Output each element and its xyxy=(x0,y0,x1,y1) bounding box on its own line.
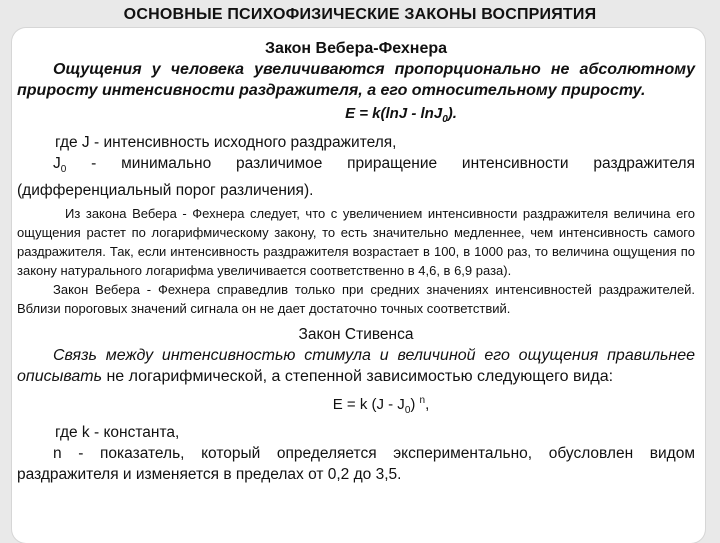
definition-n: n - показатель, который определяется экспериментально, обусловлен видом раздражителя и изменяется в пределах от 0,2 до 3,5. xyxy=(17,445,695,484)
weber-fechner-heading: Закон Вебера-Фехнера xyxy=(264,40,448,57)
slide-content xyxy=(17,38,695,485)
weber-fechner-consequence: Из закона Вебера - Фехнера следует, что с увеличением интенсивности раздражителя величина его ощущения растет по логарифмическому закону, то есть значительно медленнее, чем интенсивность самого раздражителя. Так, если интенсивность раздражителя возрастает в 100, в 1000 раз, то величина ощущения по закону натурального логарифма увеличивается соответственно в 4,6, в 6,9 раза). xyxy=(17,206,695,279)
definition-j0: $J_0$ - минимально различимое приращение интенсивности раздражителя (дифференциальный порог различения). xyxy=(17,155,695,200)
weber-fechner-statement: Ощущения у человека увеличиваются пропорционально не абсолютному приросту интенсивности раздражителя, а его относительному приросту. xyxy=(17,61,695,99)
weber-fechner-validity: Закон Вебера - Фехнера справедлив только при средних значениях интенсивностей раздражителей. Вблизи пороговых значений сигнала он не дает достаточно точных соответствий. xyxy=(17,282,695,317)
slide-title: ОСНОВНЫЕ ПСИХОФИЗИЧЕСКИЕ ЗАКОНЫ ВОСПРИЯТИЯ xyxy=(123,6,597,23)
stevens-statement: Связь между интенсивностью стимула и величиной его ощущения правильнее описывать не логарифмической, а степенной зависимостью следующего вида: xyxy=(17,347,695,386)
stevens-formula: E = k $(J - J_0)$ $^n$, xyxy=(332,395,430,417)
stevens-heading: Закон Стивенса xyxy=(298,326,414,344)
definition-k: где k - константа, xyxy=(55,424,180,442)
weber-fechner-formula: E = k(lnJ - lnJ$_0$). xyxy=(345,105,457,125)
definition-j: где J - интенсивность исходного раздражителя, xyxy=(55,134,397,151)
